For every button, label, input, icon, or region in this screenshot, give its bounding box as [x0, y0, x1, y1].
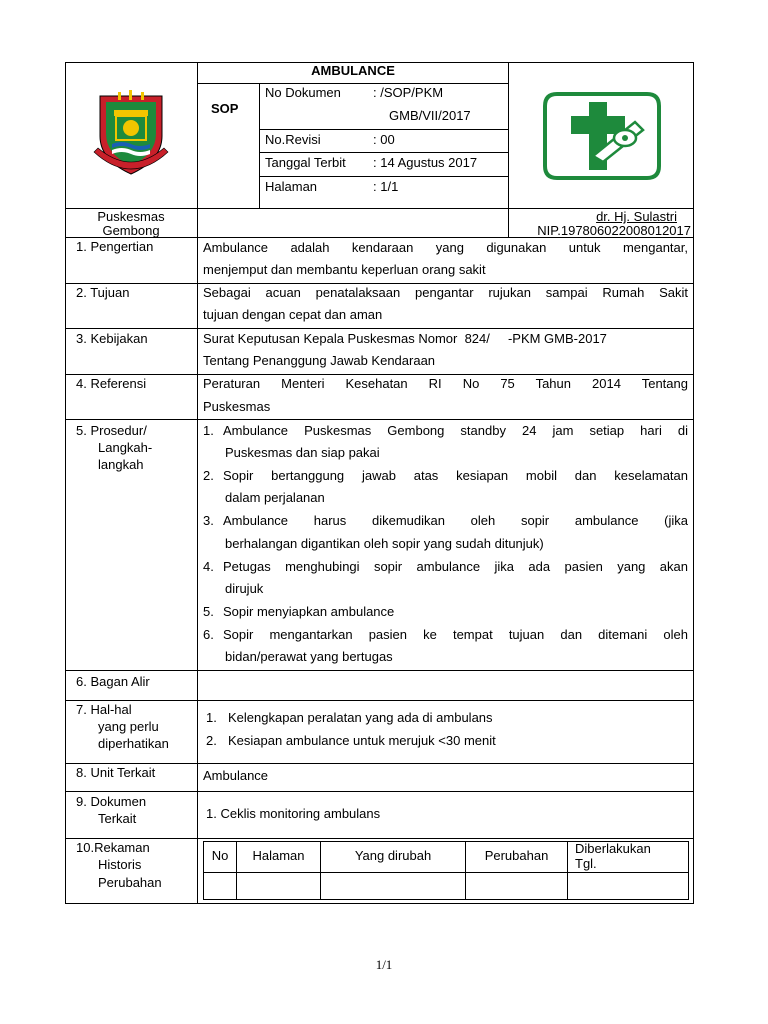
document-title: AMBULANCE [311, 63, 395, 78]
history-col-no: No [211, 848, 229, 863]
step-text-line1: Ambulance harus dikemudikan oleh sopir ambulance (jika [223, 513, 688, 528]
section-label-dokumen-terkait-line2: Terkait [98, 811, 137, 826]
step-text-line2: dirujuk [225, 581, 264, 596]
step-number: 1. [203, 423, 214, 438]
step-text-line2: Puskesmas dan siap pakai [225, 445, 380, 460]
pengertian-text-line2: menjemput dan membantu keperluan orang sakit [203, 262, 486, 277]
field-value-no-revisi: : 00 [373, 132, 395, 147]
section-label-rekaman: 10.Rekaman [76, 840, 150, 855]
history-col-halaman: Halaman [252, 848, 305, 863]
tujuan-text-line2: tujuan dengan cepat dan aman [203, 307, 383, 322]
section-label-kebijakan: 3. Kebijakan [76, 331, 148, 346]
step-text-line2: bidan/perawat yang bertugas [225, 649, 393, 664]
page-number: 1/1 [375, 957, 393, 972]
field-value-no-dokumen-line2: GMB/VII/2017 [389, 108, 471, 123]
step-text-line1: Ambulance Puskesmas Gembong standby 24 jam setiap hari di [223, 423, 688, 438]
kebijakan-text-line1: Surat Keputusan Kepala Puskesmas Nomor 824/ -PKM GMB-2017 [203, 331, 607, 346]
puskesmas-logo [543, 92, 661, 180]
attention-item-number: 1. [206, 710, 217, 725]
step-text-line2: berhalangan digantikan oleh sopir yang sudah ditunjuk) [225, 536, 544, 551]
history-col-diberlakukan: Diberlakukan [575, 841, 651, 856]
section-label-referensi: 4. Referensi [76, 376, 147, 391]
field-label-no-revisi: No.Revisi [265, 132, 321, 147]
section-label-prosedur: 5. Prosedur/ [76, 423, 147, 438]
referensi-text-line1: Peraturan Menteri Kesehatan RI No 75 Tahun 2014 Tentang [203, 376, 688, 391]
section-label-hal-hal-line3: diperhatikan [98, 736, 169, 751]
field-value-no-dokumen-line1: : /SOP/PKM [373, 85, 444, 100]
step-number: 4. [203, 559, 214, 574]
org-name-line2: Gembong [102, 223, 160, 238]
field-label-tanggal-terbit: Tanggal Terbit [265, 155, 346, 170]
section-label-prosedur-line3: langkah [98, 457, 144, 472]
step-text-line2: dalam perjalanan [225, 490, 325, 505]
tujuan-text-line1: Sebagai acuan penatalaksaan pengantar rujukan sampai Rumah Sakit [203, 285, 688, 300]
section-label-hal-hal: 7. Hal-hal [76, 702, 132, 717]
pengertian-text-line1: Ambulance adalah kendaraan yang digunakan untuk mengantar, [203, 240, 688, 255]
section-label-bagan-alir: 6. Bagan Alir [76, 674, 150, 689]
section-label-rekaman-line3: Perubahan [98, 875, 162, 890]
signer-nip: NIP.197806022008012017 [537, 223, 691, 238]
section-label-tujuan: 2. Tujuan [76, 285, 130, 300]
regency-crest-logo [92, 90, 170, 178]
section-label-unit-terkait: 8. Unit Terkait [76, 765, 156, 780]
signer-name: dr. Hj. Sulastri [596, 209, 677, 224]
unit-terkait-value: Ambulance [203, 768, 269, 783]
history-col-perubahan: Perubahan [484, 848, 549, 863]
step-number: 2. [203, 468, 214, 483]
history-col-yang-dirubah: Yang dirubah [354, 848, 432, 863]
section-label-prosedur-line2: Langkah- [98, 440, 153, 455]
step-text-line1: Sopir mengantarkan pasien ke tempat tujuan dan ditemani oleh [223, 627, 688, 642]
attention-item-number: 2. [206, 733, 217, 748]
referensi-text-line2: Puskesmas [203, 399, 271, 414]
org-name-line1: Puskesmas [97, 209, 165, 224]
attention-item-text: Kelengkapan peralatan yang ada di ambulans [228, 710, 493, 725]
step-number: 6. [203, 627, 214, 642]
section-label-dokumen-terkait: 9. Dokumen [76, 794, 147, 809]
step-text-line1: Sopir menyiapkan ambulance [223, 604, 395, 619]
history-col-tgl: Tgl. [575, 856, 597, 871]
attention-item-text: Kesiapan ambulance untuk merujuk <30 menit [228, 733, 496, 748]
step-text-line1: Petugas menghubingi sopir ambulance jika ada pasien yang akan [223, 559, 688, 574]
field-label-no-dokumen: No Dokumen [265, 85, 341, 100]
sop-label: SOP [211, 101, 239, 116]
dokumen-terkait-value: 1. Ceklis monitoring ambulans [206, 806, 381, 821]
field-value-tanggal-terbit: : 14 Agustus 2017 [373, 155, 478, 170]
section-label-hal-hal-line2: yang perlu [98, 719, 159, 734]
step-number: 3. [203, 513, 214, 528]
field-value-halaman: : 1/1 [373, 179, 399, 194]
step-text-line1: Sopir bertanggung jawab atas kesiapan mobil dan keselamatan [223, 468, 688, 483]
section-label-pengertian: 1. Pengertian [76, 239, 154, 254]
step-number: 5. [203, 604, 214, 619]
section-label-rekaman-line2: Historis [98, 857, 142, 872]
field-label-halaman: Halaman [265, 179, 318, 194]
kebijakan-text-line2: Tentang Penanggung Jawab Kendaraan [203, 353, 436, 368]
